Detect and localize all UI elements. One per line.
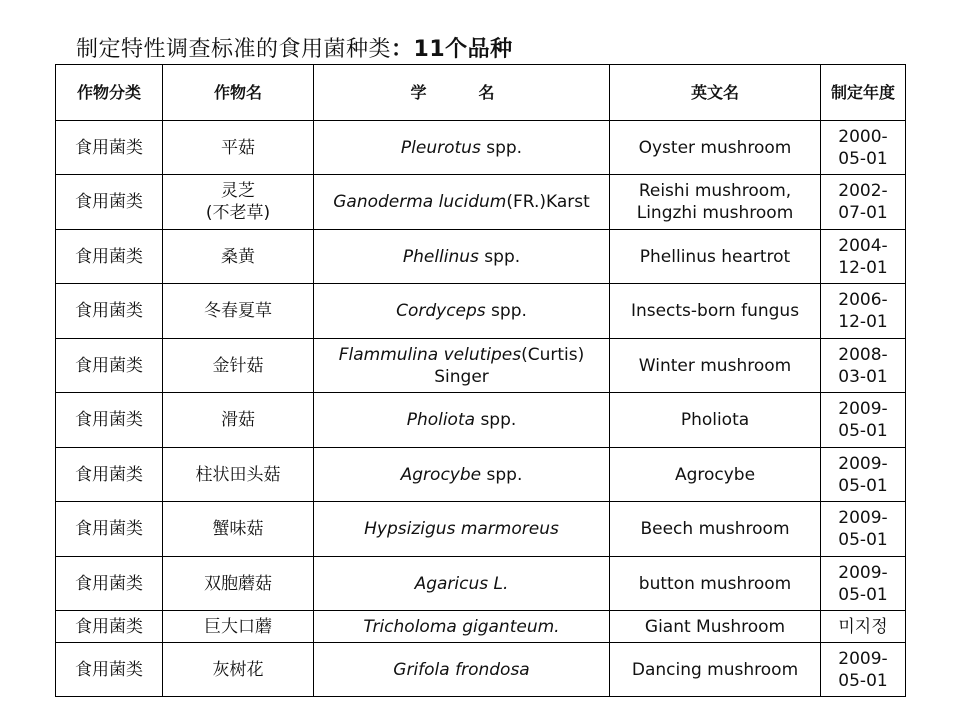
cell-year: 2009-05-01 (821, 643, 906, 697)
cell-scientific-name (314, 611, 610, 643)
cell-scientific-name (314, 557, 610, 611)
cell-category: 食用菌类 (56, 611, 163, 643)
cell-crop-name: 冬春夏草 (163, 284, 314, 339)
cell-english-name: button mushroom (610, 557, 821, 611)
title-text: 制定特性调查标准的食用菌种类 (76, 37, 392, 62)
scientific-name-italic: Flammulina velutipes (338, 344, 522, 365)
cell-crop-name: 双胞蘑菇 (163, 557, 314, 611)
cell-category: 食用菌类 (56, 557, 163, 611)
table-row (56, 611, 906, 643)
cell-category: 食用菌类 (56, 175, 163, 230)
scientific-name-authority: spp. (478, 246, 521, 267)
cell-year: 2006-12-01 (821, 284, 906, 339)
cell-english-name: Giant Mushroom (610, 611, 821, 643)
table-row (56, 339, 906, 393)
page-title (76, 32, 513, 63)
cell-category: 食用菌类 (56, 448, 163, 502)
title-colon: ： (391, 37, 414, 62)
scientific-name-authority: spp. (485, 301, 527, 321)
scientific-name-authority: (FR.)Karst (506, 192, 590, 212)
cell-crop-name: 平菇 (163, 121, 314, 175)
cell-year: 2000-05-01 (821, 121, 906, 175)
header-year: 制定年度 (821, 65, 906, 121)
scientific-name-italic: Pleurotus (400, 137, 481, 158)
scientific-name-authority: spp. (481, 464, 523, 485)
cell-category: 食用菌类 (56, 339, 163, 393)
scientific-name-italic: Tricholoma giganteum. (363, 616, 560, 637)
cell-crop-name: 灵芝 (不老草) (163, 175, 314, 230)
cell-scientific-name (314, 393, 610, 448)
scientific-name-italic: Cordyceps (396, 301, 486, 321)
cell-category: 食用菌类 (56, 393, 163, 448)
cell-scientific-name (314, 284, 610, 339)
cell-crop-name: 桑黄 (163, 230, 314, 284)
cell-year: 미지정 (821, 611, 906, 643)
header-scientific-name: 学 名 (314, 65, 610, 121)
scientific-name-italic: Hypsizigus marmoreus (364, 519, 559, 539)
table-row (56, 175, 906, 230)
scientific-name-italic: Ganoderma lucidum (333, 192, 507, 212)
scientific-name-italic: Pholiota (406, 410, 476, 430)
table-row (56, 284, 906, 339)
cell-scientific-name (314, 502, 610, 557)
cell-year: 2009-05-01 (821, 448, 906, 502)
cell-year: 2009-05-01 (821, 557, 906, 611)
cell-scientific-name (314, 448, 610, 502)
header-english-name: 英文名 (610, 65, 821, 121)
cell-category: 食用菌类 (56, 284, 163, 339)
scientific-name-italic: Agrocybe (400, 464, 482, 485)
table-body (56, 121, 906, 697)
scientific-name-authority: spp. (480, 137, 523, 158)
cell-scientific-name (314, 175, 610, 230)
cell-crop-name: 柱状田头菇 (163, 448, 314, 502)
scientific-name-italic: Phellinus (402, 246, 479, 267)
scientific-name-italic: Agaricus L. (414, 573, 509, 594)
cell-english-name: Agrocybe (610, 448, 821, 502)
cell-crop-name: 蟹味菇 (163, 502, 314, 557)
cell-crop-name: 滑菇 (163, 393, 314, 448)
header-crop-name: 作物名 (163, 65, 314, 121)
table-row (56, 393, 906, 448)
cell-english-name: Reishi mushroom, Lingzhi mushroom (610, 175, 821, 230)
cell-scientific-name (314, 121, 610, 175)
cell-english-name: Winter mushroom (610, 339, 821, 393)
cell-category: 食用菌类 (56, 643, 163, 697)
cell-category: 食用菌类 (56, 230, 163, 284)
table-header-row (56, 65, 906, 121)
cell-crop-name: 巨大口蘑 (163, 611, 314, 643)
cell-crop-name: 灰树花 (163, 643, 314, 697)
cell-year: 2008-03-01 (821, 339, 906, 393)
cell-scientific-name (314, 643, 610, 697)
table-row (56, 502, 906, 557)
cell-year: 2009-05-01 (821, 502, 906, 557)
cell-year: 2009-05-01 (821, 393, 906, 448)
cell-crop-name: 金针菇 (163, 339, 314, 393)
scientific-name-authority: (Curtis) Singer (434, 344, 585, 387)
scientific-name-authority: spp. (475, 410, 517, 430)
cell-english-name: Oyster mushroom (610, 121, 821, 175)
table-row (56, 121, 906, 175)
header-category: 作物分类 (56, 65, 163, 121)
table-row (56, 230, 906, 284)
cell-english-name: Insects-born fungus (610, 284, 821, 339)
scientific-name-italic: Grifola frondosa (393, 659, 530, 680)
table-row (56, 557, 906, 611)
title-count: 11个品种 (413, 37, 513, 62)
cell-english-name: Pholiota (610, 393, 821, 448)
cell-english-name: Dancing mushroom (610, 643, 821, 697)
table-row (56, 643, 906, 697)
cell-english-name: Phellinus heartrot (610, 230, 821, 284)
cell-category: 食用菌类 (56, 502, 163, 557)
cell-scientific-name (314, 339, 610, 393)
cell-year: 2004-12-01 (821, 230, 906, 284)
cell-category: 食用菌类 (56, 121, 163, 175)
cell-english-name: Beech mushroom (610, 502, 821, 557)
mushroom-species-table (55, 64, 906, 697)
cell-year: 2002-07-01 (821, 175, 906, 230)
cell-scientific-name (314, 230, 610, 284)
table-row (56, 448, 906, 502)
